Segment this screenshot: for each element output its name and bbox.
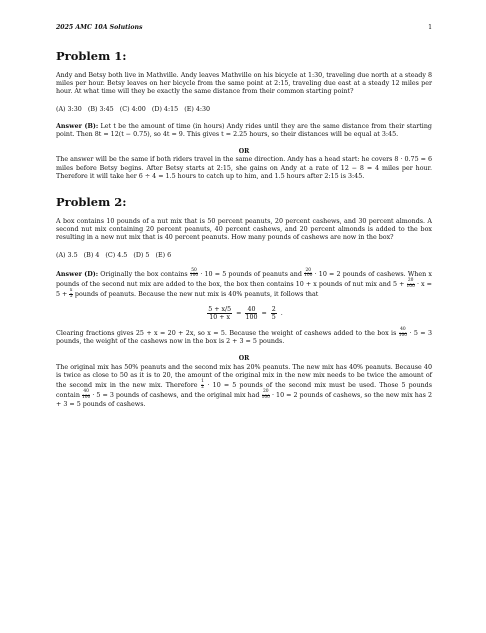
fraction-numerator: 50	[191, 267, 197, 273]
display-equation	[56, 306, 432, 322]
fraction-numerator: 20	[407, 278, 414, 284]
problem-1-answer	[56, 123, 432, 139]
problem-2-answer	[56, 269, 432, 300]
equals-sign: =	[261, 310, 267, 318]
answer-text-part: · x = 5 +	[56, 281, 432, 299]
fraction-denominator: 100	[304, 273, 313, 279]
answer-text-part: · 5 = 3 pounds, the weight of the cashews now in the box is 2 + 3 = 5 pounds.	[56, 330, 432, 346]
page-number: 1	[428, 24, 432, 31]
problem-2-clearing-fractions	[56, 328, 432, 347]
problem-1-heading: Problem 1:	[56, 49, 127, 63]
fraction-denominator: 100	[81, 394, 91, 400]
fraction-denominator: 5	[69, 294, 73, 300]
fraction-numerator: 40	[400, 326, 406, 332]
fraction-denominator: 100	[189, 273, 199, 279]
header-title: 2025 AMC 10A Solutions	[56, 24, 143, 31]
fraction-numerator: 20	[305, 267, 312, 273]
problem-1-answer-text: Let t be the amount of time (in hours) Andy rides until they are the same distance from their starting point. Then 8t = 12(t − 0.75), so 4t = 9. This gives t = 2.25 hours, so their distances will be equal at 3:45.	[56, 122, 432, 139]
fraction	[190, 269, 198, 279]
fraction-denominator: 100	[245, 314, 258, 322]
problem-2-answer-label: Answer (D):	[56, 270, 99, 278]
fraction-denominator: 100	[261, 394, 270, 400]
problem-2-choices: (A) 3.5 (B) 4 (C) 4.5 (D) 5 (E) 6	[56, 251, 172, 259]
problem-2-alt-solution	[56, 364, 432, 409]
fraction-numerator: 1	[201, 379, 204, 385]
problem-1-or: OR	[238, 148, 250, 156]
answer-text-part: · 10 = 5 pounds of peanuts and	[198, 270, 305, 278]
fraction-denominator: 10 + x	[209, 314, 231, 322]
answer-text-part: Clearing fractions gives 25 + x = 20 + 2x, so x = 5. Because the weight of cashews added to the box is	[56, 330, 399, 338]
answer-text-part: The original mix has 50% peanuts and the second mix has 20% peanuts. The new mix has 40% peanuts. Because 40 is twice as close to 50 as it is to 20, the amount of the original mix in the new mix needs to be twice the amount of the second mix in the new mix. Therefore	[56, 363, 432, 390]
problem-1-answer-label: Answer (B):	[56, 122, 99, 130]
fraction-denominator: 100	[406, 283, 415, 289]
fraction-numerator: 40	[245, 306, 257, 315]
fraction-numerator: x	[69, 288, 73, 294]
equation-middle-fraction	[245, 306, 257, 322]
document-page	[56, 24, 432, 409]
fraction	[399, 328, 407, 338]
fraction	[407, 279, 415, 289]
answer-text-part: · 10 = 5 pounds of the second mix must be used. Those 5 pounds contain	[56, 382, 432, 400]
answer-text-part: pounds of peanuts. Because the new nut mix is 40% peanuts, it follows that	[72, 291, 319, 299]
problem-2-or: OR	[238, 355, 250, 363]
answer-text-part: Originally the box contains	[98, 270, 190, 278]
equation-left-fraction	[207, 306, 232, 322]
fraction	[262, 390, 270, 400]
answer-text-part: · 5 = 3 pounds of cashews, and the original mix had	[90, 392, 262, 400]
problem-1-statement: Andy and Betsy both live in Mathville. Andy leaves Mathville on his bicycle at 1:30, traveling due north at a steady 8 miles per hour. Betsy leaves on her bicycle from the same point at 2:15, traveling due east at a steady 12 miles per hour. At what time will they be exactly the same distance from their common starting point?	[56, 72, 432, 96]
period: .	[280, 310, 283, 318]
problem-2-statement: A box contains 10 pounds of a nut mix that is 50 percent peanuts, 20 percent cashews, and 30 percent almonds. A second nut mix containing 20 percent peanuts, 40 percent cashews, and 20 percent almonds is added to the box resulting in a new nut mix that is 40 percent peanuts. How many pounds of cashews are now in the box?	[56, 218, 432, 242]
page-header	[56, 24, 432, 31]
fraction-denominator: 100	[398, 332, 408, 338]
fraction-numerator: 5 + x/5	[208, 305, 232, 313]
equation-right-fraction	[271, 306, 277, 322]
fraction-numerator: 40	[83, 389, 89, 395]
answer-text-part: · 10 = 2 pounds of cashews. When x pounds of the second nut mix are added to the box, the box then contains 10 + x pounds of nut mix and 5 +	[56, 270, 433, 289]
equals-sign: =	[236, 310, 242, 318]
answer-text-part: · 10 = 2 pounds of cashews, so the new mix has 2 + 3 = 5 pounds of cashews.	[56, 392, 432, 408]
fraction-numerator: 20	[262, 389, 269, 395]
fraction-denominator: 5	[271, 314, 276, 322]
problem-2-heading: Problem 2:	[56, 195, 127, 210]
problem-1-choices: (A) 3:30 (B) 3:45 (C) 4:00 (D) 4:15 (E) 4:30	[56, 105, 211, 113]
problem-1-alt-solution: The answer will be the same if both riders travel in the same direction. Andy has a head start: he covers 8 · 0.75 = 6 miles before Betsy begins. After Betsy starts at 2:15, she gains on Andy at a rate of 12 − 8 = 4 miles per hour. Therefore it will take her 6 ÷ 4 = 1.5 hours to catch up to him, and 1.5 hours after 2:15 is 3:45.	[56, 156, 432, 180]
fraction-denominator: 2	[201, 384, 204, 390]
fraction-numerator: 2	[271, 305, 276, 313]
